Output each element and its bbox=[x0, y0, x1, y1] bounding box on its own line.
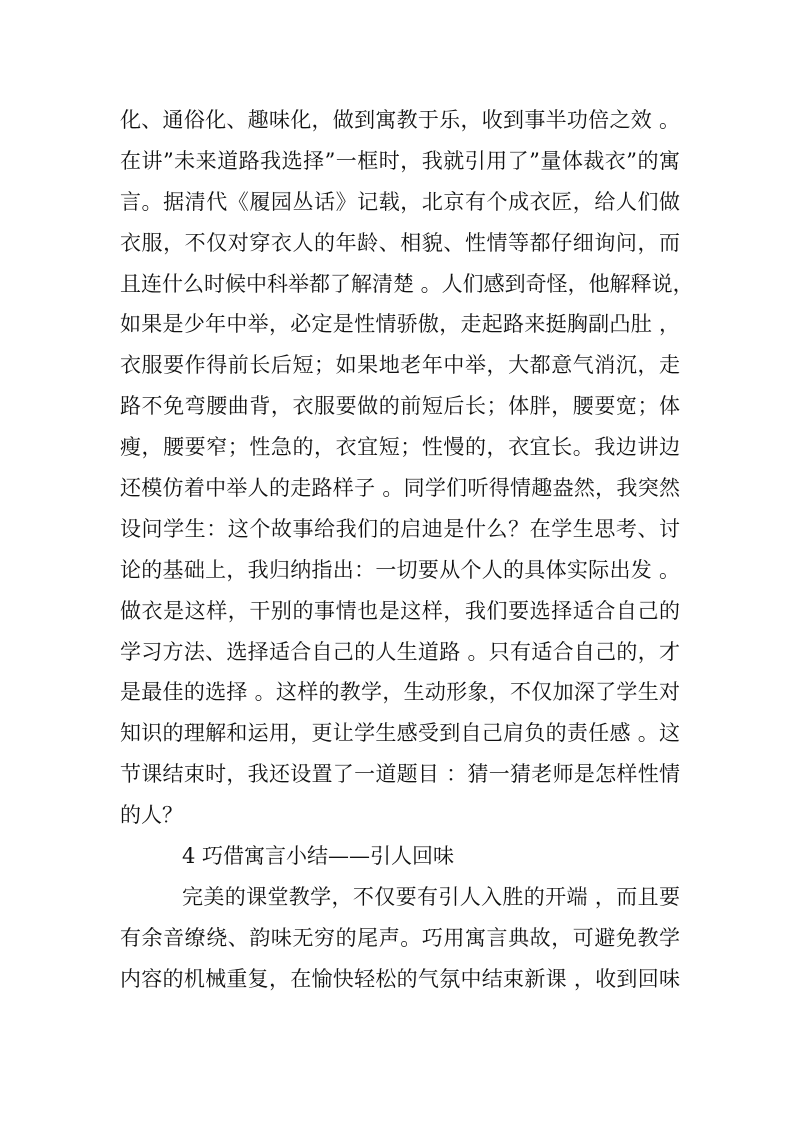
text-line: 言。据清代《履园丛话》记载，北京有个成衣匠，给人们做 bbox=[120, 189, 680, 214]
text-line: 还模仿着中举人的走路样子 。同学们听得情趣盎然，我突然 bbox=[120, 476, 680, 501]
text-line: 衣服，不仅对穿衣人的年龄、相貌、性情等都仔细询问，而 bbox=[120, 230, 680, 255]
text-line: 论的基础上，我归纳指出：一切要从个人的具体实际出发 。 bbox=[120, 557, 680, 582]
text-line: 设问学生：这个故事给我们的启迪是什么？在学生思考、讨 bbox=[120, 516, 680, 541]
text-line: 知识的理解和运用，更让学生感受到自己肩负的责任感 。这 bbox=[120, 721, 680, 746]
text-line: 路不免弯腰曲背，衣服要做的前短后长；体胖，腰要宽；体 bbox=[120, 394, 680, 419]
text-line: 做衣是这样，干别的事情也是这样，我们要选择适合自己的 bbox=[120, 598, 680, 623]
text-line: 学习方法、选择适合自己的人生道路 。只有适合自己的，才 bbox=[120, 639, 680, 664]
text-line: 瘦，腰要窄；性急的，衣宜短；性慢的，衣宜长。我边讲边 bbox=[120, 435, 680, 460]
text-line: 有余音缭绕、韵味无穷的尾声。巧用寓言典故，可避免教学 bbox=[120, 925, 680, 950]
text-line: 内容的机械重复，在愉快轻松的气氛中结束新课 ，收到回味 bbox=[120, 966, 680, 991]
body-text bbox=[120, 100, 694, 1000]
section-heading: 4 巧借寓言小结——引人回味 bbox=[182, 844, 455, 869]
text-line: 如果是少年中举，必定是性情骄傲，走起路来挺胸副凸肚 ， bbox=[120, 312, 680, 337]
text-line: 衣服要作得前长后短；如果地老年中举，大都意气消沉，走 bbox=[120, 353, 680, 378]
text-line: 化、通俗化、趣味化，做到寓教于乐，收到事半功倍之效 。 bbox=[120, 108, 680, 132]
text-line: 在讲”未来道路我选择”一框时，我就引用了”量体裁衣”的寓 bbox=[120, 148, 680, 173]
text-line: 的人？ bbox=[120, 803, 183, 828]
text-line: 是最佳的选择 。这样的教学，生动形象，不仅加深了学生对 bbox=[120, 680, 680, 705]
paragraph-first-line: 完美的课堂教学，不仅要有引人入胜的开端 ，而且要 bbox=[182, 884, 680, 909]
text-line: 且连什么时候中科举都了解清楚 。人们感到奇怪，他解释说， bbox=[120, 271, 694, 296]
text-line: 节课结束时，我还设置了一道题目 ：猜一猜老师是怎样性情 bbox=[120, 762, 680, 787]
